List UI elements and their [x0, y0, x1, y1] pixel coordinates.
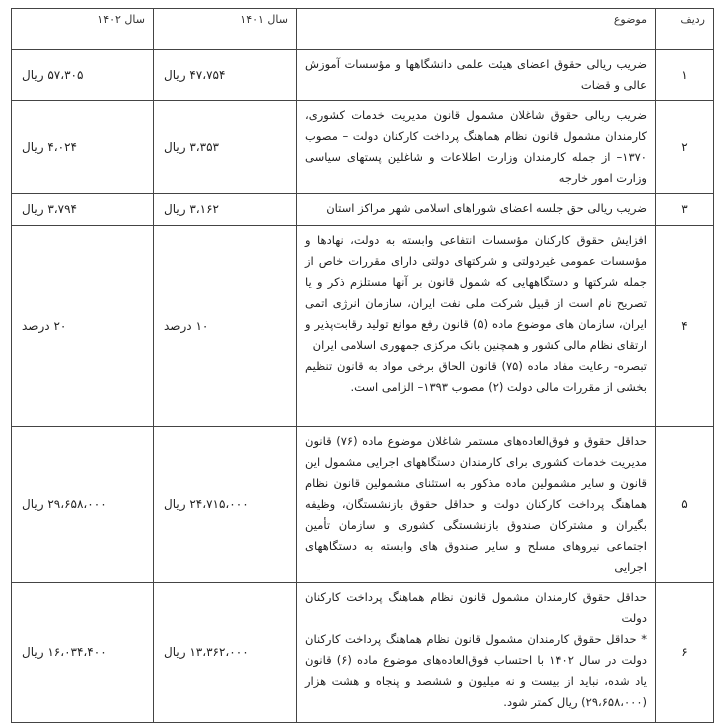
subject-text: حداقل حقوق کارمندان مشمول قانون نظام هماهنگ پرداخت کارکنان دولت [305, 590, 647, 625]
subject-note: تبصره- رعایت مفاد ماده (۷۵) قانون الحاق برخی مواد به قانون تنظیم بخشی از مقررات مالی دولت (۲) مصوب ۱۳۹۳– الزامی است. [305, 359, 647, 394]
row-subject [297, 583, 656, 723]
value-1401: ۳،۳۵۳ ریال [154, 101, 297, 194]
row-number: ۵ [656, 427, 714, 583]
salary-table [11, 8, 714, 723]
header-year-1402: سال ۱۴۰۲ [12, 9, 154, 50]
header-subject: موضوع [297, 9, 656, 50]
table-row [12, 50, 714, 101]
subject-text: افزایش حقوق کارکنان مؤسسات انتفاعی وابسته به دولت، نهادها و مؤسسات عمومی غیردولتی و شرکتهای دولتی دارای مقررات خاص از جمله شرکتها و دستگاههایی که شمول قانون بر آنها مستلزم ذکر و یا تصریح نام است از قبیل شرکت ملی نفت ایران، سازمان انرژی اتمی ایران، سازمان های موضوع ماده (۵) قانون رفع موانع تولید رقابت‌پذیر و ارتقای نظام مالی کشور و همچنین بانک مرکزی جمهوری اسلامی ایران [305, 233, 647, 352]
table-row [12, 101, 714, 194]
row-number: ۲ [656, 101, 714, 194]
value-1401: ۴۷،۷۵۴ ریال [154, 50, 297, 101]
value-1402: ۵۷،۳۰۵ ریال [12, 50, 154, 101]
value-1402: ۲۰ درصد [12, 226, 154, 427]
subject-text: ضریب ریالی حقوق شاغلان مشمول قانون مدیریت خدمات کشوری، کارمندان مشمول قانون نظام هماهنگ پرداخت کارکنان دولت – مصوب ۱۳۷۰– از جمله کارمندان وزارت اطلاعات و شاغلین پستهای سیاسی وزارت امور خارجه [305, 108, 647, 185]
table-row [12, 194, 714, 226]
header-row-number: ردیف [656, 9, 714, 50]
row-subject [297, 194, 656, 226]
row-number: ۴ [656, 226, 714, 427]
subject-text: ضریب ریالی حق جلسه اعضای شوراهای اسلامی شهر مراکز استان [326, 201, 647, 215]
value-1402: ۲۹،۶۵۸،۰۰۰ ریال [12, 427, 154, 583]
salary-table-container [11, 8, 713, 723]
row-number: ۶ [656, 583, 714, 723]
row-subject [297, 427, 656, 583]
value-1401: ۲۴،۷۱۵،۰۰۰ ریال [154, 427, 297, 583]
value-1401: ۱۰ درصد [154, 226, 297, 427]
table-header-row [12, 9, 714, 50]
subject-text: ضریب ریالی حقوق اعضای هیئت علمی دانشگاهها و مؤسسات آموزش عالی و قضات [305, 57, 647, 92]
value-1402: ۴،۰۲۴ ریال [12, 101, 154, 194]
table-row [12, 226, 714, 427]
value-1402: ۱۶،۰۳۴،۴۰۰ ریال [12, 583, 154, 723]
row-subject [297, 101, 656, 194]
value-1402: ۳،۷۹۴ ریال [12, 194, 154, 226]
row-subject [297, 226, 656, 427]
row-number: ۳ [656, 194, 714, 226]
row-number: ۱ [656, 50, 714, 101]
value-1401: ۳،۱۶۲ ریال [154, 194, 297, 226]
table-row [12, 583, 714, 723]
header-year-1401: سال ۱۴۰۱ [154, 9, 297, 50]
row-subject [297, 50, 656, 101]
subject-text: حداقل حقوق و فوق‌العاده‌های مستمر شاغلان موضوع ماده (۷۶) قانون مدیریت خدمات کشوری برای کارمندان دستگاههای اجرایی مشمول این قانون و سایر مشمولین ماده مذکور به استثنای مشمولین قانون نظام هماهنگ پرداخت کارکنان دولت و حداقل حقوق بازنشستگان، وظیفه بگیران و مشترکان صندوق بازنشستگی کشوری و سازمان تأمین اجتماعی نیروهای مسلح و سایر صندوق های وابسته به دستگاههای اجرایی [305, 434, 647, 574]
subject-note: * حداقل حقوق کارمندان مشمول قانون نظام هماهنگ پرداخت کارکنان دولت در سال ۱۴۰۲ با احتساب فوق‌العاده‌های موضوع ماده (۶) قانون یاد شده، نباید از بیست و نه میلیون و ششصد و پنجاه و هشت هزار (۲۹،۶۵۸،۰۰۰) ریال کمتر شود. [305, 632, 647, 709]
value-1401: ۱۳،۳۶۲،۰۰۰ ریال [154, 583, 297, 723]
table-row [12, 427, 714, 583]
